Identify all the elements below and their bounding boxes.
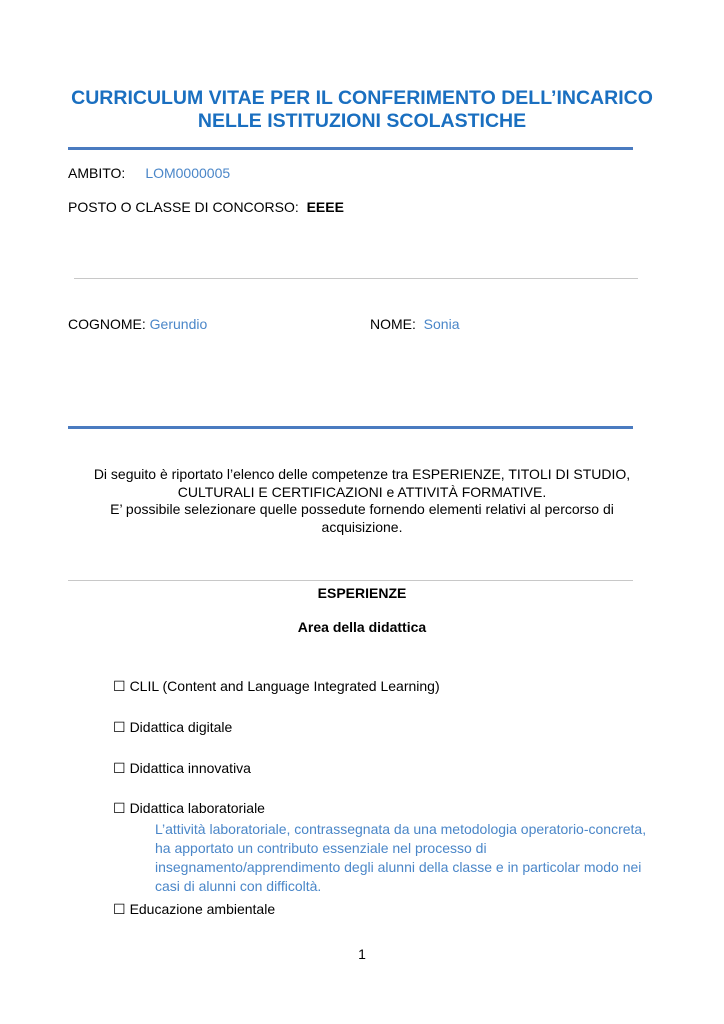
intro-line-1: Di seguito è riportato l’elenco delle competenze tra ESPERIENZE, TITOLI DI STUDIO,	[93, 466, 631, 482]
ambito-label: AMBITO:	[68, 165, 126, 181]
checkbox-icon[interactable]: ☐	[113, 901, 126, 917]
intro-line-4: acquisizione.	[321, 518, 403, 535]
section-divider	[74, 278, 638, 279]
nome-row	[370, 315, 459, 333]
posto-value: EEEE	[306, 199, 344, 215]
posto-row	[68, 198, 344, 216]
checkbox-item-clil[interactable]	[113, 677, 440, 695]
checkbox-label: Didattica digitale	[129, 719, 233, 735]
checkbox-label: Didattica innovativa	[129, 760, 251, 776]
intro-line-2: CULTURALI E CERTIFICAZIONI e ATTIVITÀ FORMATIVE.	[177, 483, 547, 500]
title-divider	[68, 147, 633, 150]
intro-paragraph	[70, 466, 654, 536]
section-subtitle: Area della didattica	[297, 619, 427, 635]
ambito-value: LOM0000005	[145, 165, 231, 181]
checkbox-item-didattica-digitale[interactable]	[113, 718, 232, 736]
title-line-1: CURRICULUM VITAE PER IL CONFERIMENTO DELL’INCARICO	[71, 87, 653, 109]
page-number: 1	[358, 946, 366, 962]
checkbox-item-didattica-laboratoriale[interactable]	[113, 799, 265, 817]
checkbox-label: Didattica laboratoriale	[129, 800, 265, 816]
checkbox-icon[interactable]: ☐	[113, 719, 126, 735]
intro-line-3: E’ possibile selezionare quelle possedute fornendo elementi relativi al percorso di	[110, 501, 614, 517]
checkbox-icon[interactable]: ☐	[113, 678, 126, 694]
person-divider	[68, 426, 633, 429]
checkbox-label: CLIL (Content and Language Integrated Learning)	[129, 678, 440, 694]
checkbox-item-educazione-ambientale[interactable]	[113, 900, 275, 918]
ambito-row	[68, 164, 230, 182]
checkbox-icon[interactable]: ☐	[113, 760, 126, 776]
cognome-row	[68, 315, 207, 333]
laboratoriale-note: L’attività laboratoriale, contrassegnata da una metodologia operatorio-concreta, ha apportato un contributo essenziale nel processo di insegnamento/apprendimento degli alunni della classe e in particolar modo nei casi di alunni con difficoltà.	[155, 821, 647, 894]
document-title	[40, 87, 684, 133]
cognome-label: COGNOME:	[68, 316, 146, 332]
esperienze-divider	[68, 580, 633, 581]
title-line-2: NELLE ISTITUZIONI SCOLASTICHE	[197, 110, 527, 132]
checkbox-item-didattica-innovativa[interactable]	[113, 759, 251, 777]
nome-value: Sonia	[423, 316, 460, 332]
nome-label: NOME:	[370, 316, 416, 332]
cognome-value: Gerundio	[149, 316, 208, 332]
posto-label: POSTO O CLASSE DI CONCORSO:	[68, 199, 299, 215]
checkbox-icon[interactable]: ☐	[113, 800, 126, 816]
checkbox-label: Educazione ambientale	[129, 901, 276, 917]
section-title: ESPERIENZE	[317, 585, 407, 601]
